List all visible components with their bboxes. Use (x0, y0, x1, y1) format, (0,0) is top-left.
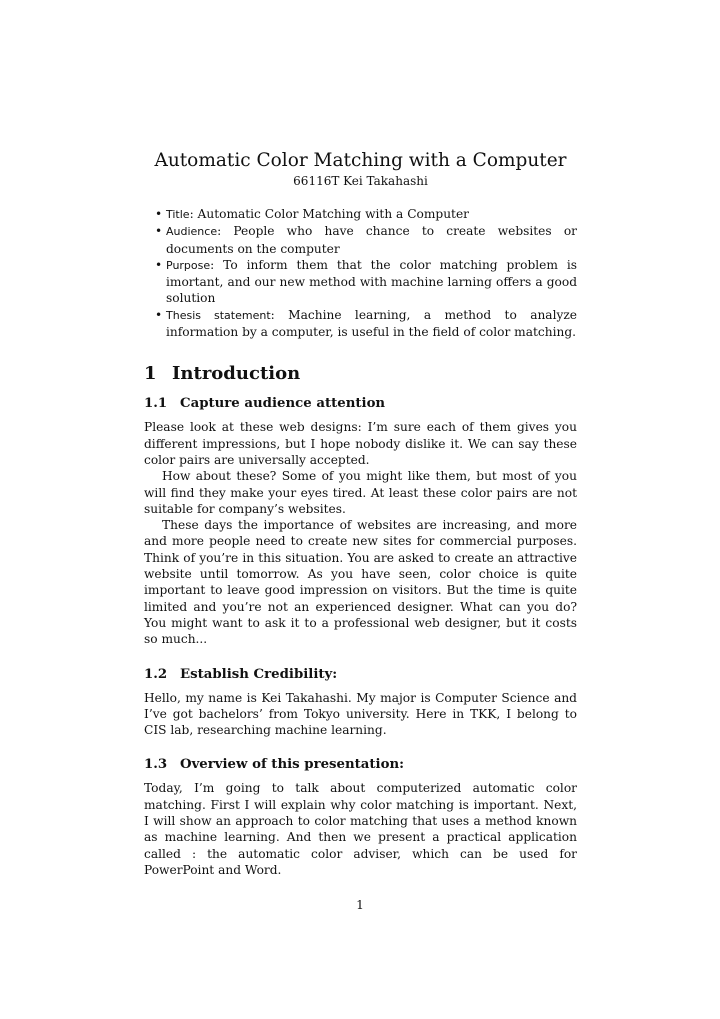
subsection-number: 1.3 (144, 757, 168, 773)
item-label: Purpose (166, 258, 211, 272)
page-number: 1 (356, 898, 364, 912)
bullet-icon: • (155, 207, 163, 221)
section-title: Introduction (172, 363, 301, 385)
list-item (144, 223, 577, 257)
item-label: Thesis statement (166, 308, 271, 322)
subsection-heading (144, 667, 577, 683)
subsection-title: Overview of this presentation: (180, 757, 405, 773)
item-text: : Automatic Color Matching with a Computer (189, 207, 469, 221)
bullet-icon: • (155, 307, 163, 322)
list-item (144, 257, 577, 307)
paragraph: How about these? Some of you might like them, but most of you will find they make your eyes tired. At least these color pairs are not suitable for company’s websites. (144, 469, 577, 516)
paragraph: Today, I’m going to talk about computerized automatic color matching. First I will explain why color matching is important. Next, I will show an approach to color matching that uses a method known as machine learning. And then we present a practical application called : the automatic color adviser, which can be used for PowerPoint and Word. (144, 781, 577, 877)
section-number: 1 (144, 363, 157, 385)
subsection-heading (144, 757, 577, 773)
document-title: Automatic Color Matching with a Computer (154, 150, 567, 171)
list-item (144, 307, 577, 341)
bullet-icon: • (155, 257, 163, 272)
summary-list (144, 206, 577, 340)
item-label: Audience (166, 225, 218, 239)
subsection-title: Capture audience attention (180, 396, 386, 412)
subsection-title: Establish Credibility: (180, 666, 338, 682)
subsection-number: 1.1 (144, 396, 168, 412)
paragraph: Please look at these web designs: I’m sure each of them gives you different impressions, but I hope nobody dislike it. We can say these color pairs are universally accepted. (144, 420, 577, 467)
page-body (144, 150, 577, 878)
item-text: : Machine learning, a method to analyze information by a computer, is useful in the field of color matching. (166, 307, 577, 340)
subsection-number: 1.2 (144, 666, 168, 682)
document-author: 66116T Kei Takahashi (293, 174, 428, 188)
bullet-icon: • (155, 224, 163, 239)
paragraph: These days the importance of websites are increasing, and more and more people need to create new sites for commercial purposes. Think of you’re in this situation. You are asked to create an attractive website until tomorrow. As you have seen, color choice is quite important to leave good impression on visitors. But the time is quite limited and you’re not an experienced designer. What can you do? You might want to ask it to a professional web designer, but it costs so much... (144, 518, 577, 647)
paragraph: Hello, my name is Kei Takahashi. My major is Computer Science and I’ve got bachelors’ from Tokyo university. Here in TKK, I belong to CIS lab, researching machine learning. (144, 690, 577, 738)
item-text: : People who have chance to create websites or documents on the computer (166, 224, 577, 256)
section-heading (144, 363, 577, 385)
list-item (144, 206, 577, 223)
item-label: Title (166, 208, 190, 221)
subsection-heading (144, 396, 577, 412)
item-text: : To inform them that the color matching problem is imortant, and our new method with machine larning offers a good solution (166, 257, 577, 306)
